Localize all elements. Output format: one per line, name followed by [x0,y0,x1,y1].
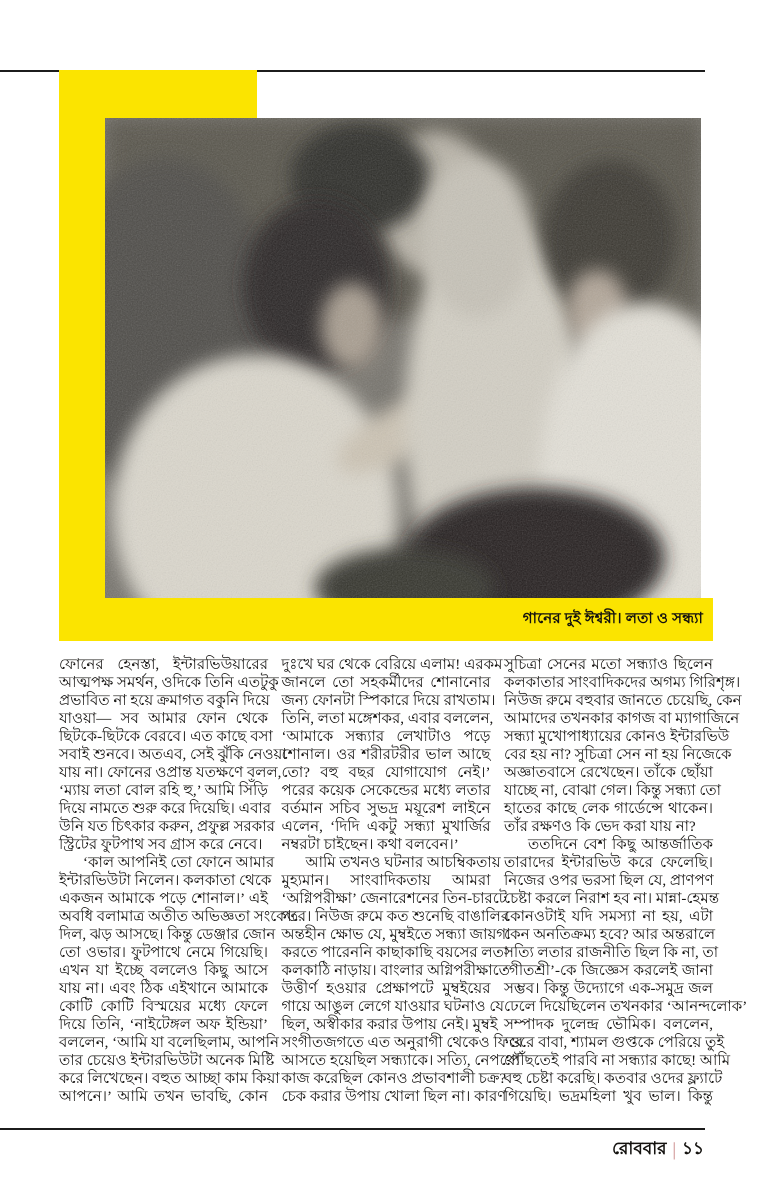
body-line: তো? বহু বছর যোগাযোগ নেই।’ [281,765,491,781]
body-line: পরে। নিউজ রুমে কত শুনেছি বাঙালির [281,909,510,925]
body-line: করে লিখেছেন। বহুত আচ্ছা কাম কিয়া [59,1071,280,1087]
article-column-2 [281,656,524,1116]
body-line: দুঃখে ঘর থেকে বেরিয়ে এলাম! এরকম [281,657,503,673]
body-line: কোটি কোটি বিস্ময়ের মধ্যে ফেলে [59,999,268,1015]
body-line: দিল, ঝড় আসছে। কিন্তু ডেঞ্জার জোন [59,927,276,943]
body-line: একজন আমাকে পড়ে শোনাল।’ এই [59,891,268,907]
body-line: আসতে হয়েছিল সন্ধ্যাকে। সত্যি, নেপথ্যে [281,1053,520,1069]
body-line: সত্যি লতার রাজনীতি ছিল কি না, তা [504,945,719,961]
body-line: ‘অগ্নিপরীক্ষা’ জেনারেশনের তিন-চারটে [281,891,507,907]
body-line: যাওয়া— সব আমার ফোন থেকে [59,711,268,727]
article-column-1 [59,656,298,1116]
body-line: নম্বরটা চাইছেন। কথা বলবেন।’ [281,837,459,853]
body-line: তাঁর রক্ষণও কি ভেদ করা যায় না? [504,819,696,835]
body-line: সম্পাদক দুলেন্দ্র ভৌমিক। বললেন, [504,1017,713,1033]
body-line: এলেন, ‘দিদি একটু সন্ধ্যা মুখার্জির [281,819,491,835]
body-line: হাতের কাছে লেক গার্ডেন্সে থাকেন। [504,801,713,817]
body-line: ছিল, অস্বীকার করার উপায় নেই। মুম্বই [281,1017,498,1033]
body-line: চেষ্টা করলে নিরাশ হব না। মান্না-হেমন্ত [504,891,720,907]
body-line: ‘ম্যায় লতা বোল রহি হু,’ আমি সিঁড়ি [59,783,268,799]
body-line: জানলে তো সহকর্মীদের শোনানোর [281,675,491,691]
body-line: উনি যত চিৎকার করুন, প্রফুল্ল সরকার [59,819,275,835]
body-line: তারাদের ইন্টারভিউ করে ফেলেছি। [504,855,713,871]
body-line: তো ওভার। ফুটপাথে নেমে গিয়েছি। [59,945,268,961]
body-line: ‘কাল আপনিই তো ফোনে আমার [83,855,275,871]
body-line: ইন্টারভিউটা নিলেন। কলকাতা থেকে [59,873,272,889]
body-line: বহু চেষ্টা করেছি। কতবার ওদের ফ্ল্যাটে [504,1071,723,1087]
body-line: বের হয় না? সুচিত্রা সেন না হয় নিজেকে [504,747,732,763]
body-line: ‘আমাকে সন্ধ্যার লেখাটাও পড়ে [281,729,491,745]
page-number: ১১ [681,1139,704,1158]
body-line: আমি তখনও ঘটনার আচম্বিকতায় [305,855,501,871]
body-line: জন্য ফোনটা স্পিকারে দিয়ে রাখতাম। [281,693,496,709]
body-line: গিয়েছি। ভদ্রমহিলা খুব ভাল। কিন্তু [504,1089,713,1105]
body-line: ছিটকে-ছিটকে বেরবে। এত কাছে বসা [59,729,273,745]
body-line: যায় না। এবং ঠিক এইখানে আমাকে [59,981,268,997]
body-line: সবাই শুনবে। অতএব, সেই ঝুঁকি নেওয়া [59,747,287,763]
body-line: আমাদের তখনকার কাগজ বা ম্যাগাজিনে [504,711,740,727]
body-line: কেন অনতিক্রম্য হবে? আর অন্তরালে [504,927,716,943]
body-line: ‘ওরে বাবা, শ্যামল গুপ্তকে পেরিয়ে তুই [504,1035,725,1051]
body-line: সন্ধ্যা মুখোপাধ্যায়ের কোনও ইন্টারভিউ [504,729,730,745]
body-line: মুহ্যমান। সাংবাদিকতায় আমরা [281,873,491,889]
body-line: ততদিনে বেশ কিছু আন্তর্জাতিক [528,837,713,853]
body-line: স্ট্রিটের ফুটপাথ সব গ্রাস করে নেবে। [59,837,263,853]
body-line: অন্তহীন ক্ষোভ যে, মুম্বইতে সন্ধ্যা জায়গা [281,927,511,943]
footer-separator: | [672,1139,676,1160]
body-line: কলকাঠি নাড়ায়। বাংলার অগ্নিপরীক্ষাতে [281,963,510,979]
body-line: দিয়ে তিনি, ‘নাইটেঙ্গল অফ ইন্ডিয়া’ [59,1017,268,1033]
photo-caption-bar [59,598,713,641]
body-line: নিউজ রুমে বহুবার জানতে চেয়েছি, কেন [504,693,742,709]
body-line: আপনে।’ আমি তখন ভাবছি, কোন [59,1089,268,1105]
page-footer [612,1136,704,1164]
body-line: পরের কয়েক সেকেন্ডের মধ্যে লতার [281,783,491,799]
body-line: কোনওটাই যদি সমস্যা না হয়, এটা [504,909,713,925]
body-line: চেক করার উপায় খোলা ছিল না। কারণ [281,1089,507,1105]
body-line: অবধি বলামাত্র অতীত অভিজ্ঞতা সংকেত [59,909,298,925]
body-line: তার চেয়েও ইন্টারভিউটা অনেক মিষ্টি [59,1053,275,1069]
magazine-name: রোববার [612,1139,667,1158]
body-line: আত্মপক্ষ সমর্থন, ওদিকে তিনি এতটুকু [59,675,279,691]
photo-caption: গানের দুই ঈশ্বরী। লতা ও সন্ধ্যা [522,611,703,627]
body-line: তিনি, লতা মঙ্গেশকর, এবার বললেন, [281,711,494,727]
body-line: সম্ভব। কিন্তু উদ্যোগে এক-সমুদ্র জল [504,981,713,997]
body-line: প্রভাবিত না হয়ে ক্রমাগত বকুনি দিয়ে [59,693,270,709]
body-line: শোনাল। ওর শরীরটরীর ভাল আছে [281,747,491,763]
body-line: ‘গীতশ্রী’-কে জিজ্ঞেস করলেই জানা [504,963,713,979]
body-line: সংগীতজগতে এত অনুরাগী থেকেও ফিরে [281,1035,524,1051]
body-line: গায়ে আঙুল লেগে যাওয়ার ঘটনাও যে [281,999,505,1015]
body-line: যাচ্ছে না, বোঝা গেল। কিন্তু সন্ধ্যা তো [504,783,722,799]
article-column-3 [504,656,748,1116]
body-line: দিয়ে নামতে শুরু করে দিয়েছি। এবার [59,801,272,817]
body-line: নিজের ওপর ভরসা ছিল যে, প্রাণপণ [504,873,714,889]
body-line: উত্তীর্ণ হওয়ার প্রেক্ষাপটে মুম্বইয়ের [281,981,491,997]
body-line: করতে পারেননি কাছাকাছি বয়সের লতা [281,945,509,961]
body-line: এখন যা ইচ্ছে বললেও কিছু আসে [59,963,268,979]
photo-illustration [105,118,701,598]
body-line: বললেন, ‘আমি যা বলেছিলাম, আপনি [59,1035,279,1051]
body-line: কলকাতার সাংবাদিকদের অগম্য গিরিশৃঙ্গ। [504,675,741,691]
body-line: কাজ করেছিল কোনও প্রভাবশালী চক্র? [281,1071,507,1087]
body-line: অজ্ঞাতবাসে রেখেছেন। তাঁকে ছোঁয়া [504,765,713,781]
body-line: সুচিত্রা সেনের মতো সন্ধ্যাও ছিলেন [504,657,713,673]
footer-rule [0,1128,705,1130]
article-body [59,656,748,1116]
body-line: ফোনের হেনস্তা, ইন্টারভিউয়ারের [59,657,268,673]
body-line: পৌঁছতেই পারবি না সন্ধ্যার কাছে! আমি [504,1053,731,1069]
photo-lata-sandhya [105,118,701,598]
body-line: যায় না। ফোনের ওপ্রান্ত যতক্ষণে বলল, [59,765,282,781]
body-line: ঢেলে দিয়েছিলেন তখনকার ‘আনন্দলোক’ [504,999,748,1015]
body-line: বর্তমান সচিব সুভদ্র ময়ূরেশ লাইনে [281,801,491,817]
